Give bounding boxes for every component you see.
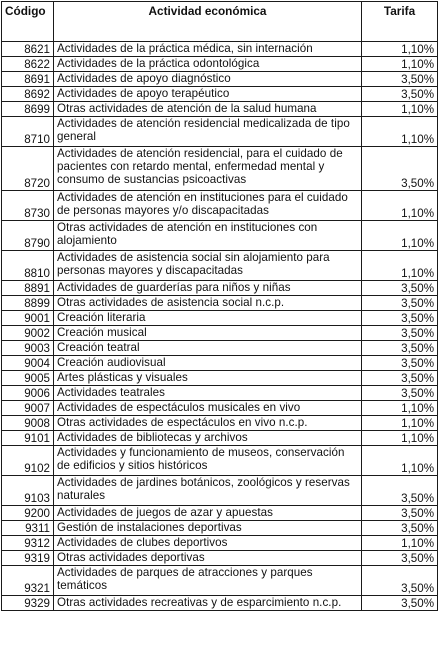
rate-cell: 3,50%: [362, 371, 438, 386]
code-cell: 9004: [2, 356, 54, 371]
activity-cell: Actividades de la práctica médica, sin internación: [54, 42, 362, 57]
code-cell: 9319: [2, 551, 54, 566]
code-cell: 9102: [2, 446, 54, 476]
activity-cell: Actividades de apoyo terapéutico: [54, 87, 362, 102]
code-cell: 9200: [2, 506, 54, 521]
table-row: [2, 281, 438, 296]
table-row: [2, 221, 438, 251]
activity-cell: Otras actividades de atención en instituciones con alojamiento: [54, 221, 362, 251]
activity-cell: Actividades de juegos de azar y apuestas: [54, 506, 362, 521]
table-row: [2, 42, 438, 57]
code-cell: 9003: [2, 341, 54, 356]
activity-cell: Otras actividades de asistencia social n.c.p.: [54, 296, 362, 311]
activity-cell: Actividades de asistencia social sin alojamiento para personas mayores y discapacitadas: [54, 251, 362, 281]
rate-cell: 1,10%: [362, 536, 438, 551]
table-header-row: [2, 2, 438, 42]
activity-cell: Actividades de apoyo diagnóstico: [54, 72, 362, 87]
code-cell: 8622: [2, 57, 54, 72]
table-row: [2, 57, 438, 72]
activity-cell: Otras actividades de atención de la salud humana: [54, 102, 362, 117]
table-row: [2, 341, 438, 356]
rate-cell: 3,50%: [362, 72, 438, 87]
rate-cell: 1,10%: [362, 221, 438, 251]
code-cell: 9008: [2, 416, 54, 431]
table-row: [2, 476, 438, 506]
table-body: [2, 42, 438, 611]
rate-cell: 3,50%: [362, 341, 438, 356]
rate-cell: 1,10%: [362, 401, 438, 416]
code-cell: 9321: [2, 566, 54, 596]
code-cell: 9007: [2, 401, 54, 416]
table-row: [2, 191, 438, 221]
rate-cell: 3,50%: [362, 281, 438, 296]
rate-cell: 1,10%: [362, 416, 438, 431]
table-row: [2, 431, 438, 446]
table-row: [2, 536, 438, 551]
rate-cell: 1,10%: [362, 431, 438, 446]
table-row: [2, 401, 438, 416]
rate-cell: 1,10%: [362, 42, 438, 57]
table-row: [2, 596, 438, 611]
activity-cell: Actividades de atención residencial, para el cuidado de pacientes con retardo mental, enfermedad mental y consumo de sustancias psicoactivas: [54, 147, 362, 191]
code-cell: 8730: [2, 191, 54, 221]
rate-cell: 3,50%: [362, 147, 438, 191]
rate-cell: 3,50%: [362, 296, 438, 311]
code-cell: 8810: [2, 251, 54, 281]
activity-cell: Actividades de guarderías para niños y niñas: [54, 281, 362, 296]
code-cell: 8720: [2, 147, 54, 191]
table-row: [2, 371, 438, 386]
rate-cell: 1,10%: [362, 191, 438, 221]
code-cell: 9002: [2, 326, 54, 341]
table-row: [2, 72, 438, 87]
activity-cell: Creación musical: [54, 326, 362, 341]
code-cell: 8710: [2, 117, 54, 147]
table-row: [2, 117, 438, 147]
table-row: [2, 147, 438, 191]
table-row: [2, 521, 438, 536]
code-cell: 9312: [2, 536, 54, 551]
table-row: [2, 506, 438, 521]
rate-cell: 1,10%: [362, 57, 438, 72]
rate-cell: 3,50%: [362, 521, 438, 536]
table-row: [2, 386, 438, 401]
rate-cell: 3,50%: [362, 506, 438, 521]
header-code: Código: [2, 2, 54, 42]
header-activity: Actividad económica: [54, 2, 362, 42]
activity-cell: Creación audiovisual: [54, 356, 362, 371]
code-cell: 8899: [2, 296, 54, 311]
code-cell: 9311: [2, 521, 54, 536]
code-cell: 8790: [2, 221, 54, 251]
table-row: [2, 356, 438, 371]
activity-cell: Artes plásticas y visuales: [54, 371, 362, 386]
code-cell: 8891: [2, 281, 54, 296]
rate-cell: 1,10%: [362, 251, 438, 281]
table-row: [2, 311, 438, 326]
activity-cell: Actividades de atención residencial medicalizada de tipo general: [54, 117, 362, 147]
activity-cell: Actividades de la práctica odontológica: [54, 57, 362, 72]
code-cell: 8691: [2, 72, 54, 87]
activity-cell: Actividades teatrales: [54, 386, 362, 401]
table-row: [2, 102, 438, 117]
code-cell: 8692: [2, 87, 54, 102]
rate-cell: 3,50%: [362, 356, 438, 371]
code-cell: 9005: [2, 371, 54, 386]
table-row: [2, 87, 438, 102]
rate-cell: 1,10%: [362, 446, 438, 476]
code-cell: 9103: [2, 476, 54, 506]
activity-cell: Gestión de instalaciones deportivas: [54, 521, 362, 536]
rate-cell: 3,50%: [362, 386, 438, 401]
activity-cell: Creación teatral: [54, 341, 362, 356]
rate-cell: 1,10%: [362, 117, 438, 147]
table-row: [2, 551, 438, 566]
rate-cell: 3,50%: [362, 476, 438, 506]
code-cell: 9329: [2, 596, 54, 611]
rate-cell: 3,50%: [362, 551, 438, 566]
rate-cell: 3,50%: [362, 87, 438, 102]
code-cell: 8699: [2, 102, 54, 117]
activity-cell: Creación literaria: [54, 311, 362, 326]
tariff-table: [1, 1, 438, 611]
activity-cell: Otras actividades deportivas: [54, 551, 362, 566]
table-row: [2, 566, 438, 596]
table-row: [2, 251, 438, 281]
table-row: [2, 446, 438, 476]
activity-cell: Otras actividades recreativas y de esparcimiento n.c.p.: [54, 596, 362, 611]
rate-cell: 3,50%: [362, 566, 438, 596]
code-cell: 9006: [2, 386, 54, 401]
table-row: [2, 326, 438, 341]
header-rate: Tarifa: [362, 2, 438, 42]
table-row: [2, 416, 438, 431]
code-cell: 9101: [2, 431, 54, 446]
rate-cell: 3,50%: [362, 596, 438, 611]
rate-cell: 3,50%: [362, 311, 438, 326]
activity-cell: Actividades de parques de atracciones y parques temáticos: [54, 566, 362, 596]
code-cell: 9001: [2, 311, 54, 326]
table-row: [2, 296, 438, 311]
activity-cell: Actividades de jardines botánicos, zoológicos y reservas naturales: [54, 476, 362, 506]
activity-cell: Actividades de atención en instituciones para el cuidado de personas mayores y/o discapacitadas: [54, 191, 362, 221]
activity-cell: Actividades y funcionamiento de museos, conservación de edificios y sitios históricos: [54, 446, 362, 476]
activity-cell: Actividades de espectáculos musicales en vivo: [54, 401, 362, 416]
activity-cell: Otras actividades de espectáculos en vivo n.c.p.: [54, 416, 362, 431]
activity-cell: Actividades de bibliotecas y archivos: [54, 431, 362, 446]
activity-cell: Actividades de clubes deportivos: [54, 536, 362, 551]
rate-cell: 3,50%: [362, 326, 438, 341]
rate-cell: 1,10%: [362, 102, 438, 117]
code-cell: 8621: [2, 42, 54, 57]
